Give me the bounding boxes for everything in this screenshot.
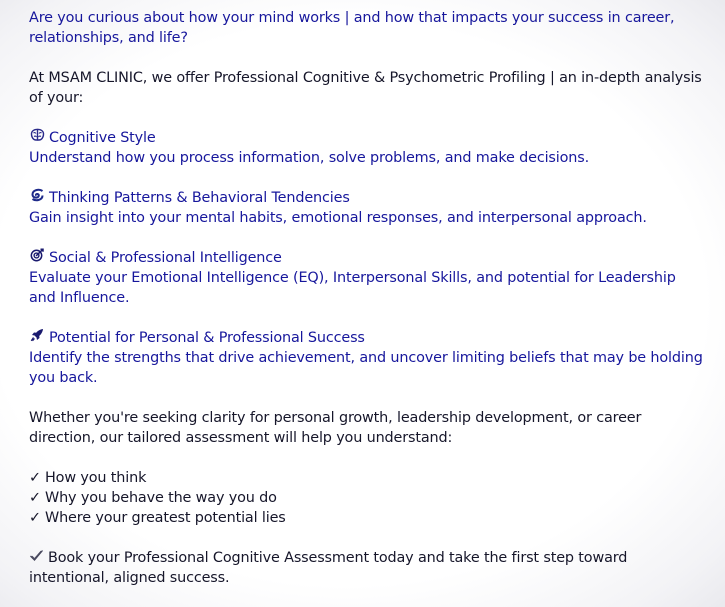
cta-text: Book your Professional Cognitive Assessment today and take the first step toward intentional, aligned success.: [29, 550, 628, 586]
checkmark-icon: ✓: [29, 470, 41, 486]
section-description: Evaluate your Emotional Intelligence (EQ), Interpersonal Skills, and potential for Leadership and Influence.: [29, 270, 676, 306]
offer-text: At MSAM CLINIC, we offer Professional Cognitive & Psychometric Profiling | an in-depth analysis of your:: [29, 70, 702, 106]
section-thinking-patterns: [29, 188, 705, 228]
checkmark-icon: ✓: [29, 510, 41, 526]
section-success-potential: [29, 328, 705, 388]
check-mark-icon: [29, 548, 45, 568]
rocket-icon: [29, 328, 45, 348]
list-item: ✓ How you think: [29, 470, 147, 486]
section-title: Social & Professional Intelligence: [49, 250, 282, 266]
section-description: Gain insight into your mental habits, emotional responses, and interpersonal approach.: [29, 210, 647, 226]
section-title: Thinking Patterns & Behavioral Tendencies: [49, 190, 350, 206]
section-description: Identify the strengths that drive achievement, and uncover limiting beliefs that may be holding you back.: [29, 350, 703, 386]
section-cognitive-style: [29, 128, 705, 168]
cyclone-icon: [29, 188, 45, 208]
section-title: Potential for Personal & Professional Success: [49, 330, 365, 346]
benefits-checklist: [29, 468, 705, 528]
closing-text: Whether you're seeking clarity for personal growth, leadership development, or career direction, our tailored assessment will help you understand:: [29, 410, 642, 446]
list-item: ✓ Why you behave the way you do: [29, 490, 277, 506]
intro-question: Are you curious about how your mind works | and how that impacts your success in career, relationships, and life?: [29, 10, 675, 46]
list-item: ✓ Where your greatest potential lies: [29, 510, 286, 526]
section-social-intelligence: [29, 248, 705, 308]
call-to-action: [29, 548, 705, 588]
target-icon: [29, 248, 45, 268]
section-description: Understand how you process information, solve problems, and make decisions.: [29, 150, 590, 166]
checkmark-icon: ✓: [29, 490, 41, 506]
brain-icon: [29, 128, 45, 148]
section-title: Cognitive Style: [49, 130, 156, 146]
